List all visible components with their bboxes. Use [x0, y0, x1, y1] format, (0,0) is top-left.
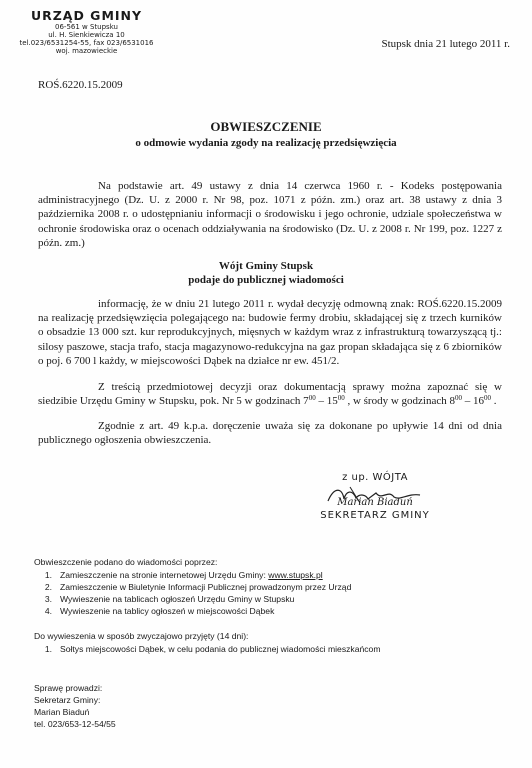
- prepared-by-label: Sprawę prowadzi:: [34, 683, 103, 693]
- prepared-by-role: Sekretarz Gminy:: [34, 695, 101, 705]
- custom-posting-heading: Do wywieszenia w sposób zwyczajowo przyjęty (14 dni):: [34, 631, 249, 641]
- document-title: OBWIESZCZENIE: [210, 119, 322, 134]
- signature-role: SEKRETARZ GMINY: [320, 510, 430, 521]
- delivery-paragraph: Zgodnie z art. 49 k.p.a. doręczenie uważa się za dokonane po upływie 14 dni od dnia publicznego ogłoszenia obwieszczenia.: [38, 420, 502, 447]
- signature-name: Marian Biaduń: [337, 497, 413, 508]
- office-phone-fax: tel.023/6531254-55, fax 023/6531016: [19, 39, 154, 47]
- legal-basis-paragraph: Na podstawie art. 49 ustawy z dnia 14 czerwca 1960 r. - Kodeks postępowania administracyjnego (Dz. U. z 2000 r. Nr 98, poz. 1071 z późn. zm.) oraz art. 38 ustawy z dnia 3 października 2008 r. o udostępnianiu informacji o środowisku i jego ochronie, udziale społeczeństwa w ochronie środowiska oraz o ocenach oddziaływania na środowisko (Dz. U. z 2008 r. Nr 199, poz. 1227 z późn. zm.): [38, 180, 502, 249]
- document-subtitle: o odmowie wydania zgody na realizację przedsięwzięcia: [135, 137, 397, 149]
- prepared-by-block: [34, 682, 116, 730]
- place-date: Stupsk dnia 21 lutego 2011 r.: [381, 38, 510, 50]
- reference-number: ROŚ.6220.15.2009: [38, 79, 123, 91]
- announcement-heading: [0, 259, 532, 287]
- office-address-line2: ul. H. Sienkiewicza 10: [48, 31, 125, 39]
- signature-block: [290, 472, 460, 521]
- custom-posting-list: [34, 643, 381, 655]
- list-item: 1. Sołtys miejscowości Dąbek, w celu podania do publicznej wiadomości mieszkańcom: [44, 644, 381, 654]
- prepared-by-phone: tel. 023/653-12-54/55: [34, 719, 116, 729]
- office-name: URZĄD GMINY: [30, 8, 143, 23]
- office-voivodeship: woj. mazowieckie: [55, 47, 118, 55]
- office-address-line1: 06-561 w Stupsku: [55, 23, 118, 31]
- list-item: 1. Zamieszczenie na stronie internetowej Urzędu Gminy: www.stupsk.pl: [44, 570, 323, 580]
- office-hours-paragraph: Z treścią przedmiotowej decyzji oraz dokumentacją sprawy można zapoznać się w siedzibie Urzędu Gminy w Stupsku, pok. Nr 5 w godzinach $7^{00} - 15^{00}$ , w środy w godzinach $8^{00} - 16^{00}$ .: [38, 381, 502, 408]
- list-item: 3. Wywieszenie na tablicach ogłoszeń Urzędu Gminy w Stupsku: [44, 594, 295, 604]
- prepared-by-name: Marian Biaduń: [34, 707, 90, 717]
- notice-list: [34, 569, 351, 617]
- announcement-heading-line2: podaje do publicznej wiadomości: [188, 274, 344, 286]
- decision-paragraph: informację, że w dniu 21 lutego 2011 r. wydał decyzję odmowną znak: ROŚ.6220.15.2009 na realizację przedsięwzięcia polegającego na: budowie fermy drobiu, składającej się z trzech kurników o obsadzie 13 000 szt. kur reprodukcyjnych, mięsnych w każdym wraz z infrastrukturą towarzyszącą tj.: silosy paszowe, stacja trafo, stacja magazynowo-redukcyjna na gaz propan składająca się z 6 zbiorników o poj. 6 700 l każdy, w miejscowości Dąbek na działce nr ew. 451/2.: [38, 298, 502, 367]
- website-link[interactable]: www.stupsk.pl: [268, 570, 323, 580]
- notice-heading: Obwieszczenie podano do wiadomości poprzez:: [34, 557, 218, 567]
- list-item: 2. Zamieszczenie w Biuletynie Informacji Publicznej prowadzonym przez Urząd: [44, 582, 352, 592]
- office-stamp: [14, 8, 159, 55]
- signature-on-behalf: z up. WÓJTA: [342, 472, 408, 483]
- announcement-heading-line1: Wójt Gminy Stupsk: [218, 260, 314, 272]
- list-item: 4. Wywieszenie na tablicy ogłoszeń w miejscowości Dąbek: [44, 606, 275, 616]
